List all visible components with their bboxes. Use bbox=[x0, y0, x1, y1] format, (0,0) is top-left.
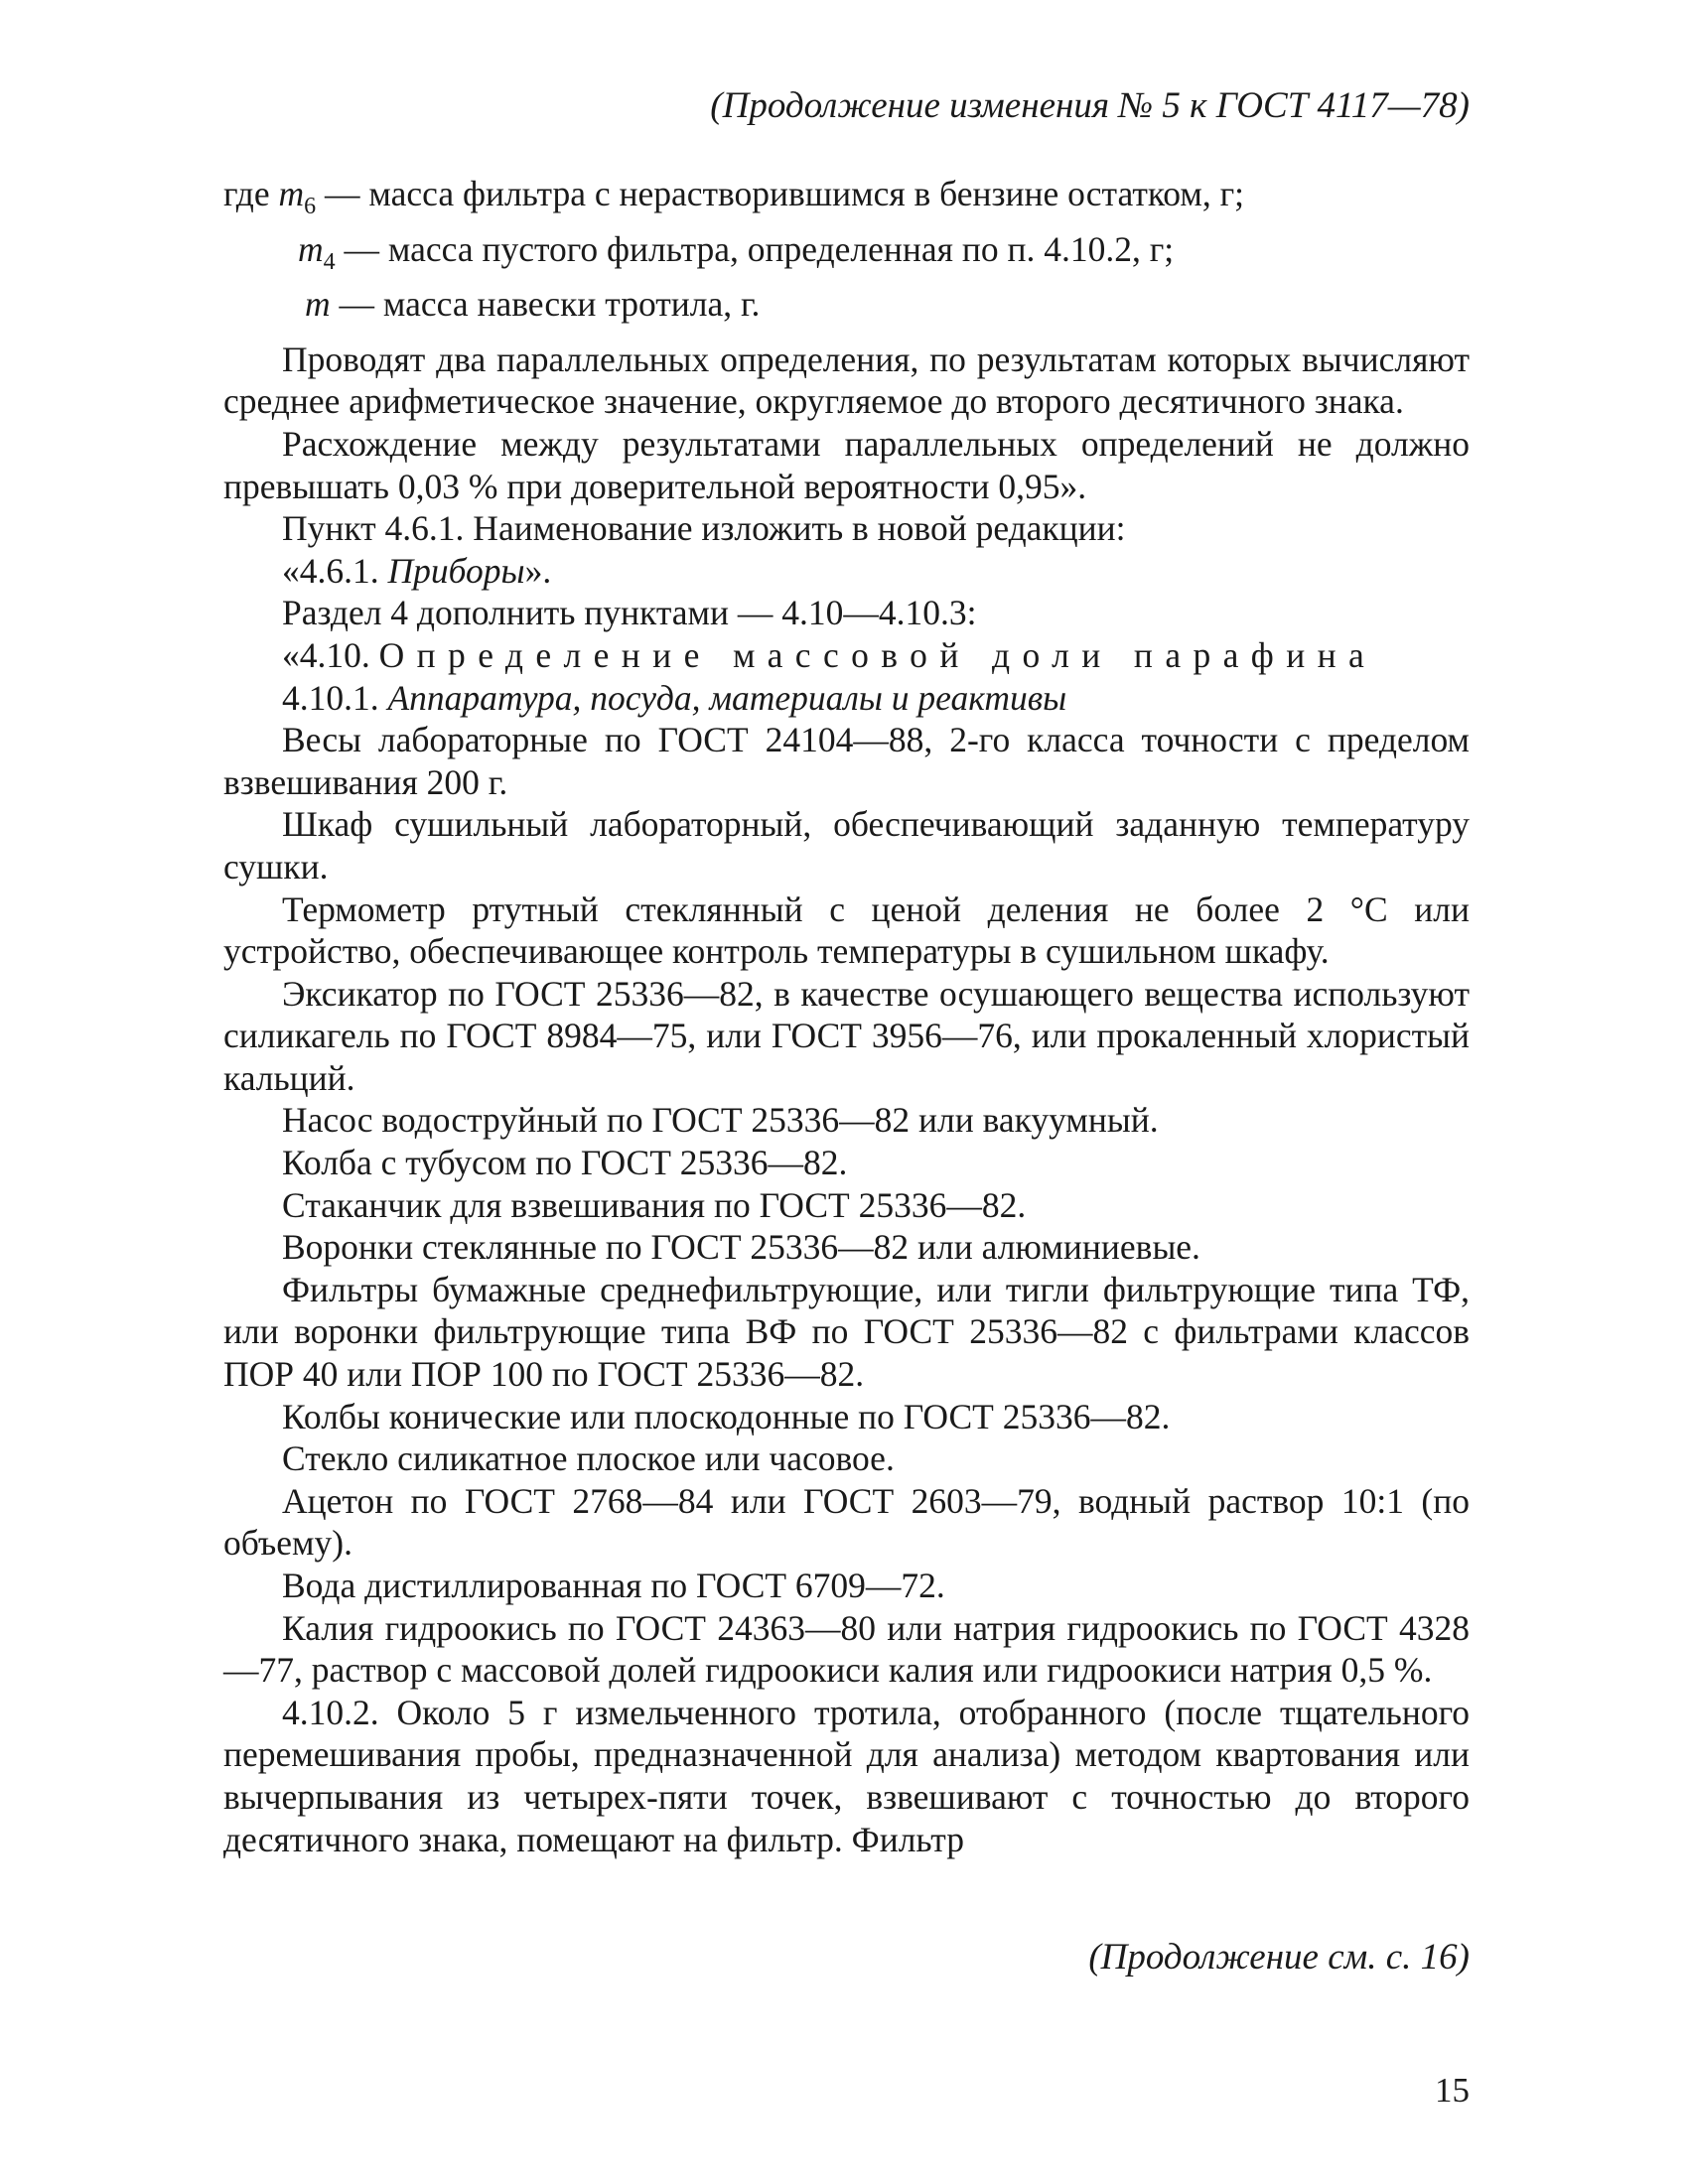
document-page bbox=[223, 0, 1470, 2184]
paragraph-parallel-determinations: Проводят два параллельных определения, по результатам которых вычисляют среднее арифметическое значение, округляемое до второго десятичного знака. bbox=[223, 339, 1470, 422]
paragraph-item-4-6-1: Пункт 4.6.1. Наименование изложить в новой редакции: bbox=[282, 508, 1126, 549]
legend-symbol: m bbox=[298, 228, 324, 269]
paragraph-discrepancy: Расхождение между результатами параллельных определений не должно превышать 0,03 % при доверительной вероятности 0,95». bbox=[223, 423, 1470, 506]
body-text bbox=[223, 173, 1470, 1860]
paragraph-thermometer: Термометр ртутный стеклянный с ценой деления не более 2 °С или устройство, обеспечивающее контроль температуры в сушильном шкафу. bbox=[223, 888, 1470, 972]
heading-number: «4.10. bbox=[282, 634, 379, 675]
legend-text: — масса пустого фильтра, определенная по п. 4.10.2, г; bbox=[335, 228, 1175, 269]
paragraph-drying-cabinet: Шкаф сушильный лабораторный, обеспечивающий заданную температуру сушки. bbox=[223, 804, 1470, 887]
paragraph-flask: Колба с тубусом по ГОСТ 25336—82. bbox=[282, 1143, 848, 1183]
paragraph-water: Вода дистиллированная по ГОСТ 6709—72. bbox=[282, 1566, 945, 1605]
text-run: «4.6.1. bbox=[282, 550, 388, 591]
text-run: ». bbox=[524, 550, 552, 591]
legend-line-m4 bbox=[223, 228, 1470, 284]
legend-prefix: где bbox=[223, 174, 279, 213]
paragraph-glass: Стекло силикатное плоское или часовое. bbox=[282, 1438, 895, 1479]
paragraph-weighing-cup: Стаканчик для взвешивания по ГОСТ 25336—82. bbox=[282, 1184, 1027, 1225]
legend-symbol: m bbox=[305, 284, 331, 325]
continuation-reference: (Продолжение см. с. 16) bbox=[1088, 1937, 1470, 1978]
italic-title: Приборы bbox=[387, 550, 525, 591]
heading-title: Аппаратура, посуда, материалы и реактивы bbox=[387, 677, 1067, 718]
legend-line-m6 bbox=[223, 173, 1470, 228]
legend-subscript: 4 bbox=[323, 248, 336, 275]
legend-text: — масса навески тротила, г. bbox=[330, 284, 761, 325]
paragraph-acetone: Ацетон по ГОСТ 2768—84 или ГОСТ 2603—79, водный раствор 10:1 (по объему). bbox=[223, 1480, 1470, 1564]
paragraph-section-4-addition: Раздел 4 дополнить пунктами — 4.10—4.10.3: bbox=[282, 593, 977, 633]
paragraph-pump: Насос водоструйный по ГОСТ 25336—82 или вакуумный. bbox=[282, 1100, 1159, 1141]
legend-text: — масса фильтра с нерастворившимся в бензине остатком, г; bbox=[316, 174, 1245, 213]
heading-title: Определение массовой доли парафина bbox=[378, 634, 1377, 675]
legend-symbol: m bbox=[278, 174, 305, 213]
section-heading-4-10 bbox=[223, 634, 1470, 677]
paragraph-hydroxide: Калия гидроокись по ГОСТ 24363—80 или натрия гидроокись по ГОСТ 4328—77, раствор с массовой долей гидроокиси калия или гидроокиси натрия 0,5 %. bbox=[223, 1607, 1470, 1691]
legend-subscript: 6 bbox=[304, 194, 317, 219]
paragraph-funnels: Воронки стеклянные по ГОСТ 25336—82 или алюминиевые. bbox=[282, 1227, 1200, 1268]
page-number: 15 bbox=[1435, 2071, 1470, 2110]
paragraph-filters: Фильтры бумажные среднефильтрующие, или тигли фильтрующие типа ТФ, или воронки фильтрующие типа ВФ по ГОСТ 25336—82 с фильтрами классов ПОР 40 или ПОР 100 по ГОСТ 25336—82. bbox=[223, 1269, 1470, 1395]
running-head: (Продолжение изменения № 5 к ГОСТ 4117—78) bbox=[710, 85, 1470, 126]
subsection-heading-4-10-1 bbox=[223, 677, 1470, 720]
heading-number: 4.10.1. bbox=[282, 677, 388, 718]
paragraph-instruments bbox=[223, 550, 1470, 593]
paragraph-scales: Весы лабораторные по ГОСТ 24104—88, 2-го класса точности с пределом взвешивания 200 г. bbox=[223, 720, 1470, 802]
paragraph-desiccator: Эксикатор по ГОСТ 25336—82, в качестве осушающего вещества используют силикагель по ГОСТ 8984—75, или ГОСТ 3956—76, или прокаленный хлористый кальций. bbox=[223, 973, 1470, 1098]
paragraph-conical-flasks: Колбы конические или плоскодонные по ГОСТ 25336—82. bbox=[282, 1396, 1171, 1436]
paragraph-4-10-2: 4.10.2. Около 5 г измельченного тротила, отобранного (после тщательного перемешивания пробы, предназначенной для анализа) методом квартования или вычерпывания из четырех-пяти точек, взвешивают с точностью до второго десятичного знака, помещают на фильтр. Фильтр bbox=[223, 1692, 1470, 1859]
legend-line-m bbox=[223, 283, 1470, 339]
